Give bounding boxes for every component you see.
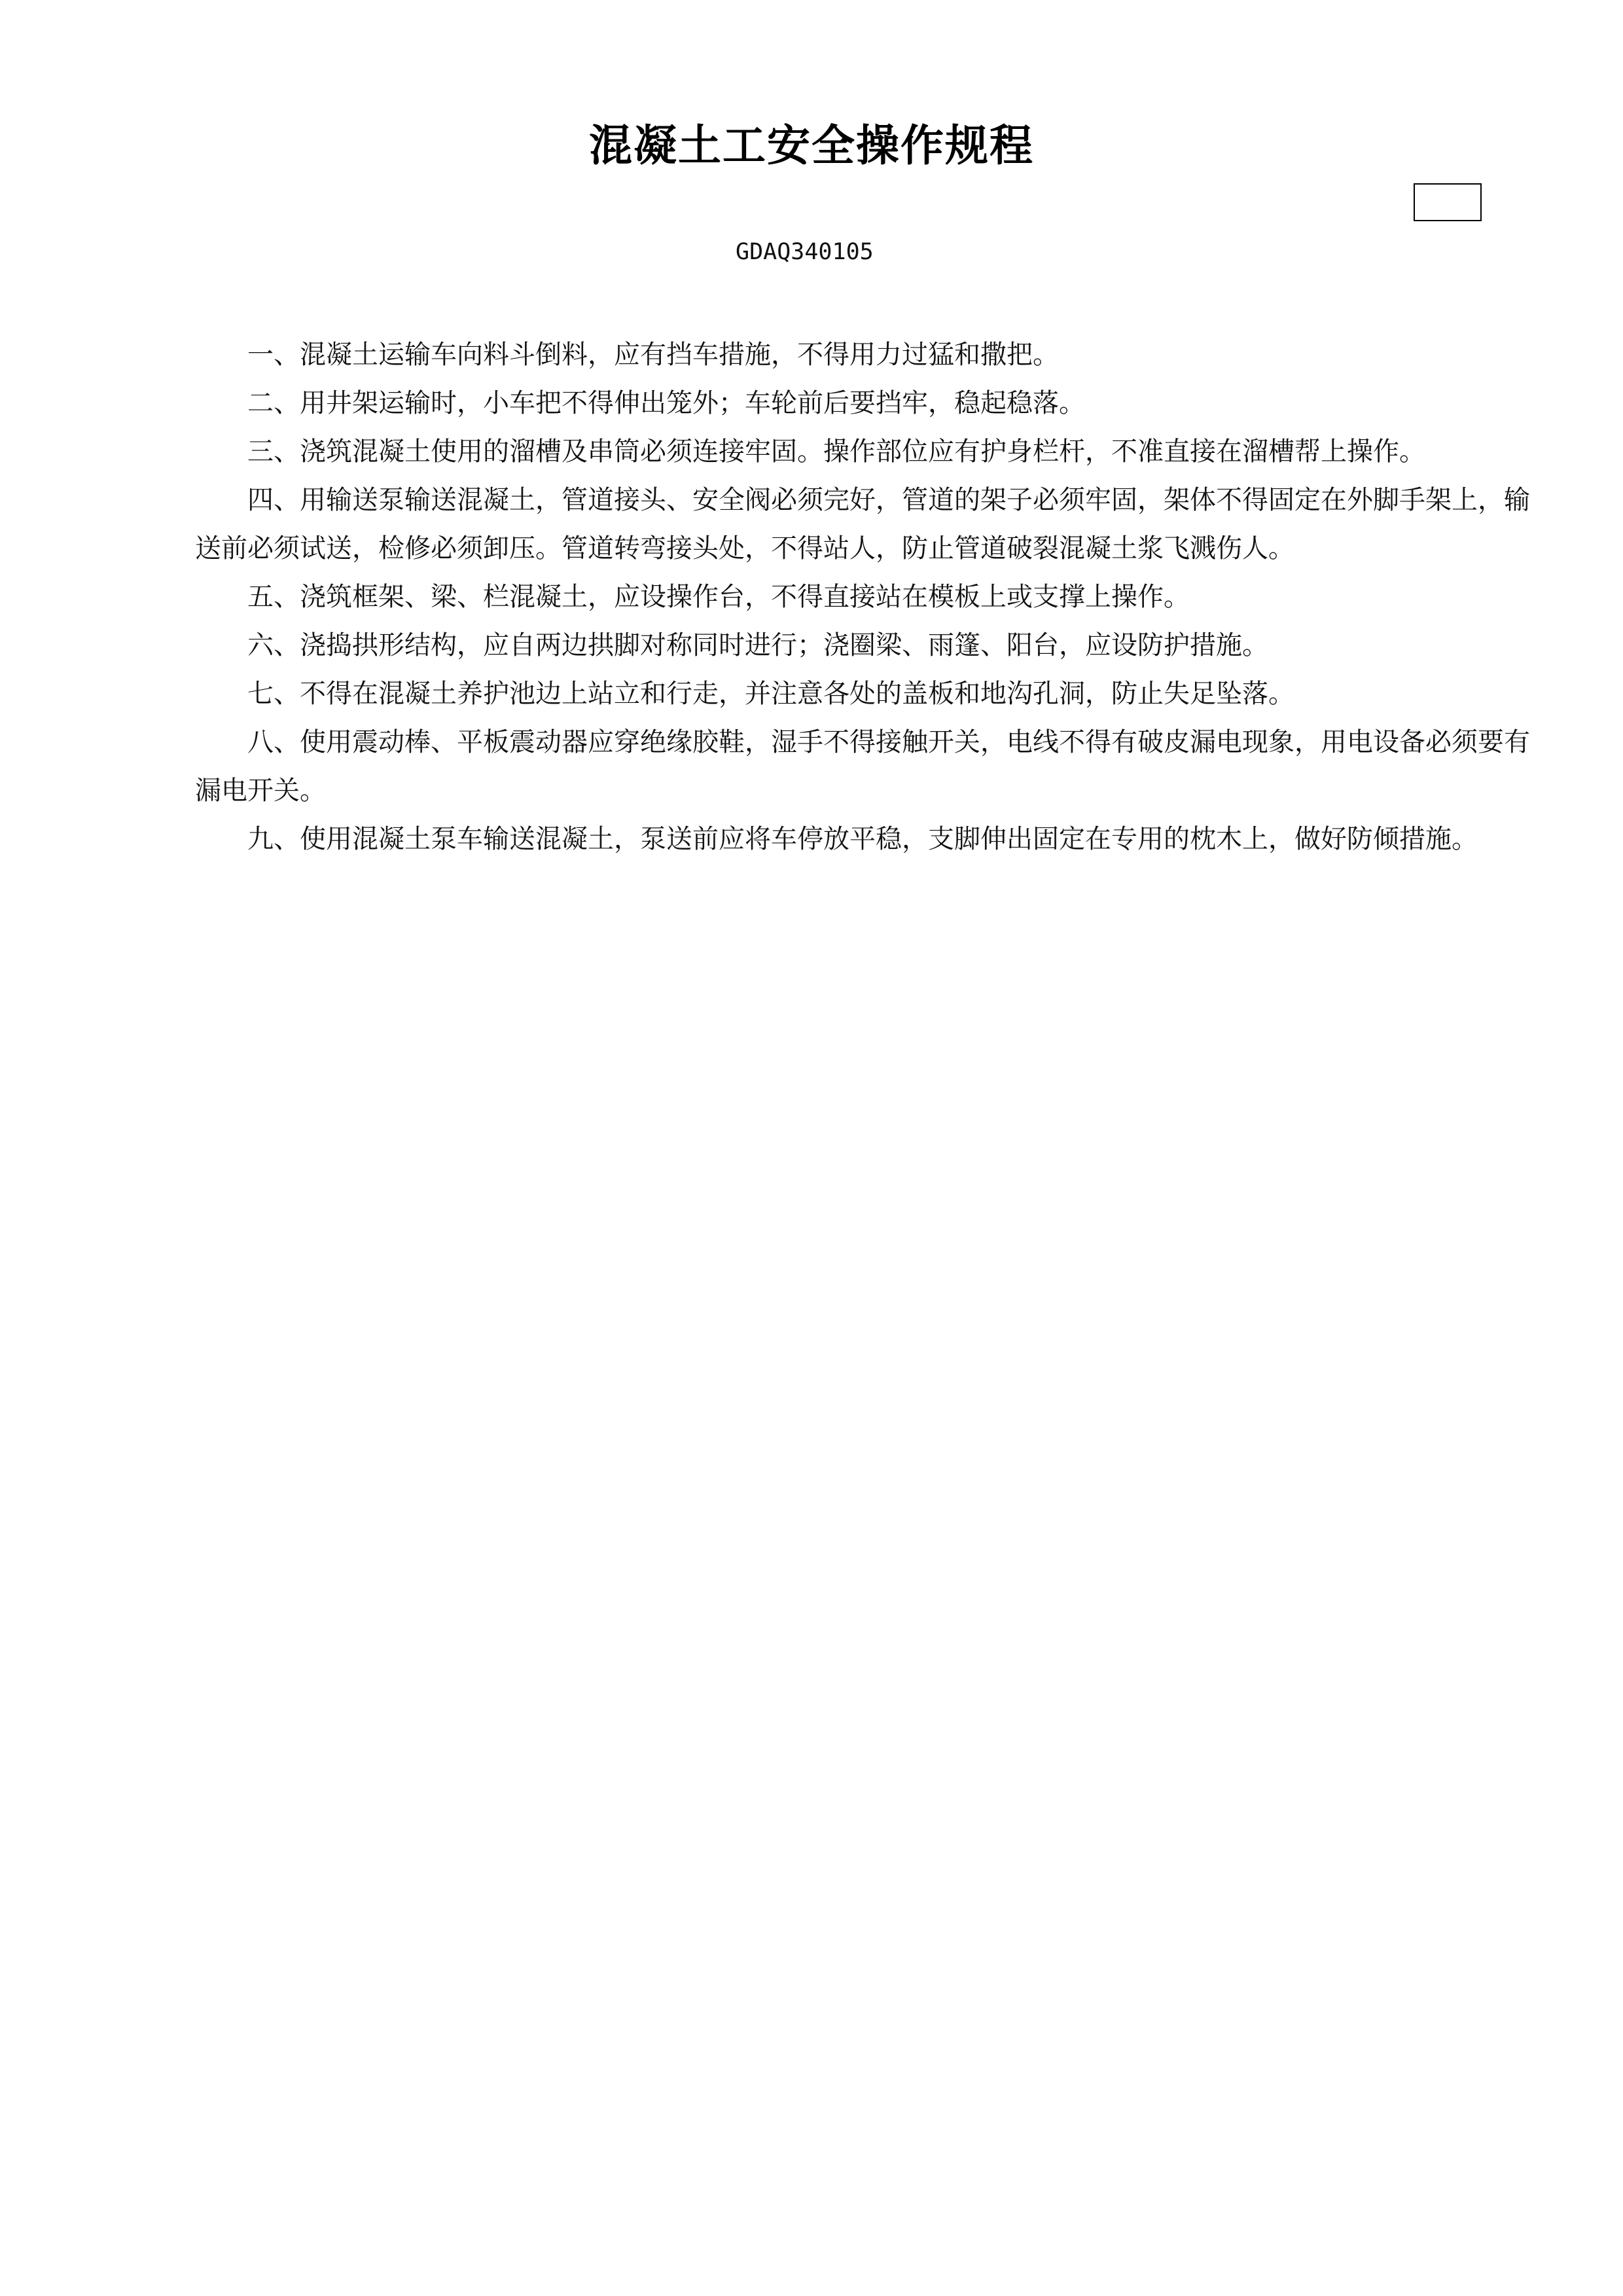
paragraph-2: 二、用井架运输时，小车把不得伸出笼外；车轮前后要挡牢，稳起稳落。	[247, 388, 1085, 418]
paragraph-7: 七、不得在混凝土养护池边上站立和行走，并注意各处的盖板和地沟孔洞，防止失足坠落。	[247, 679, 1294, 709]
document-code: GDAQ340105	[736, 239, 874, 265]
paragraph-8: 八、使用震动棒、平板震动器应穿绝缘胶鞋，湿手不得接触开关，电线不得有破皮漏电现象，用电设备必须要有漏电开关。	[195, 727, 1530, 806]
paragraph-9: 九、使用混凝土泵车输送混凝土，泵送前应将车停放平稳，支脚伸出固定在专用的枕木上，做好防倾措施。	[247, 824, 1478, 854]
document-number-box	[1414, 183, 1482, 221]
paragraph-4: 四、用输送泵输送混凝土，管道接头、安全阀必须完好，管道的架子必须牢固，架体不得固定在外脚手架上，输送前必须试送，检修必须卸压。管道转弯接头处，不得站人，防止管道破裂混凝土浆飞溅伤人。	[195, 485, 1530, 564]
paragraph-5: 五、浇筑框架、梁、栏混凝土，应设操作台，不得直接站在模板上或支撑上操作。	[247, 582, 1190, 612]
paragraph-3: 三、浇筑混凝土使用的溜槽及串筒必须连接牢固。操作部位应有护身栏杆，不准直接在溜槽帮上操作。	[247, 437, 1425, 467]
document-title: 混凝土工安全操作规程	[589, 120, 1034, 171]
paragraph-6: 六、浇捣拱形结构，应自两边拱脚对称同时进行；浇圈梁、雨篷、阳台，应设防护措施。	[247, 630, 1268, 660]
document-body	[195, 331, 1540, 863]
paragraph-1: 一、混凝土运输车向料斗倒料，应有挡车措施，不得用力过猛和撒把。	[247, 340, 1059, 370]
